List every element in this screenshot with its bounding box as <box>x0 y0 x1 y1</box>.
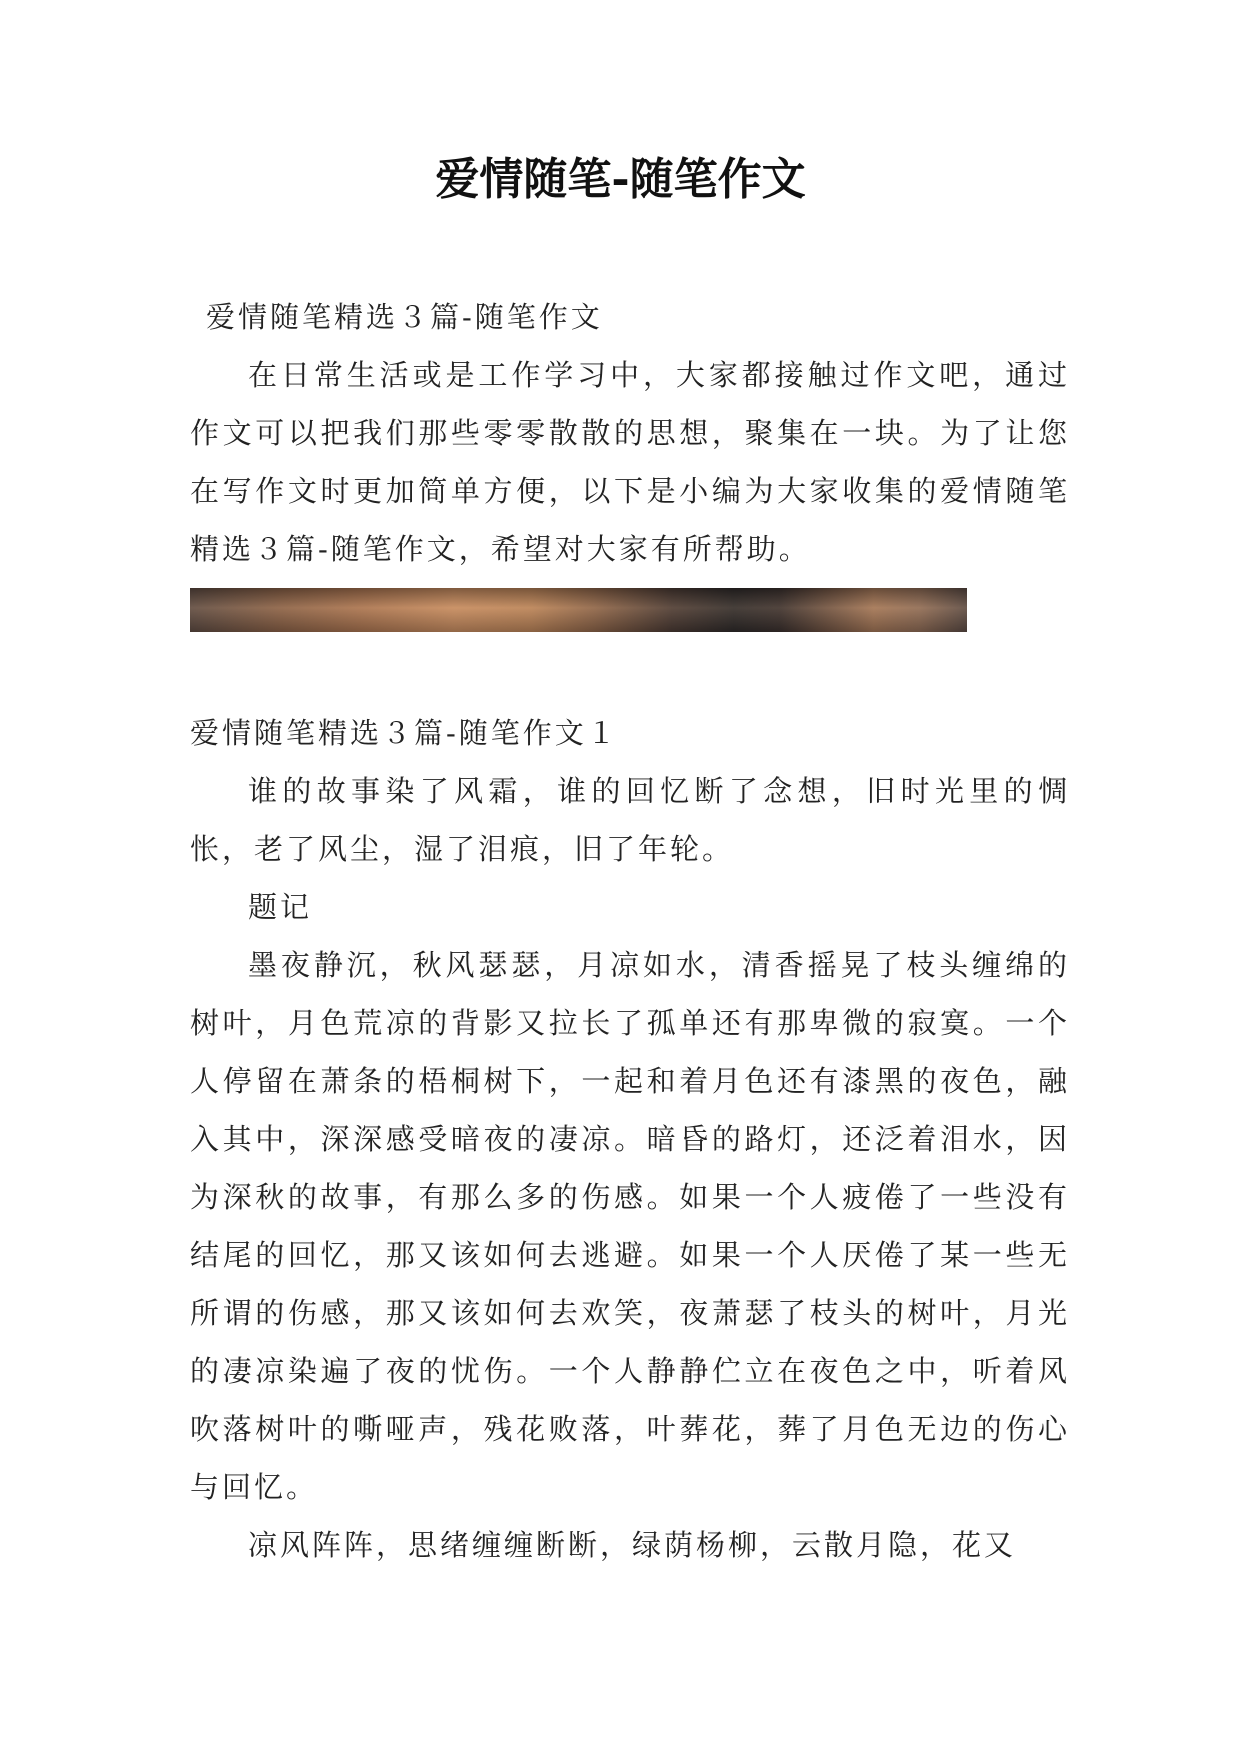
document-title: 爱情随笔-随笔作文 <box>435 154 806 205</box>
intro-paragraph: 在日常生活或是工作学习中，大家都接触过作文吧，通过作文可以把我们那些零零散散的思想，聚集在一块。为了让您在写作文时更加简单方便，以下是小编为大家收集的爱情随笔精选３篇-随笔作文，希望对大家有所帮助。 <box>190 358 1070 566</box>
document-body <box>190 288 1070 1574</box>
section-heading: 爱情随笔精选３篇-随笔作文１ <box>190 716 619 750</box>
body-paragraph: 墨夜静沉，秋风瑟瑟，月凉如水，清香摇晃了枝头缠绵的树叶，月色荒凉的背影又拉长了孤单还有那卑微的寂寞。一个人停留在萧条的梧桐树下，一起和着月色还有漆黑的夜色，融入其中，深深感受暗夜的凄凉。暗昏的路灯，还泛着泪水，因为深秋的故事，有那么多的伤感。如果一个人疲倦了一些没有结尾的回忆，那又该如何去逃避。如果一个人厌倦了某一些无所谓的伤感，那又该如何去欢笑，夜萧瑟了枝头的树叶，月光的凄凉染遍了夜的忧伤。一个人静静伫立在夜色之中，听着风吹落树叶的嘶哑声，残花败落，叶葬花，葬了月色无边的伤心与回忆。 <box>190 948 1070 1504</box>
body-paragraph: 谁的故事染了风霜，谁的回忆断了念想，旧时光里的惆怅，老了风尘，湿了泪痕，旧了年轮。 <box>190 774 1070 866</box>
decorative-photo-banner <box>190 588 967 632</box>
document-subtitle: 爱情随笔精选３篇-随笔作文 <box>206 300 603 334</box>
body-paragraph: 凉风阵阵，思绪缠缠断断，绿荫杨柳，云散月隐，花又 <box>248 1528 1017 1562</box>
epigraph-label: 题记 <box>248 890 313 924</box>
